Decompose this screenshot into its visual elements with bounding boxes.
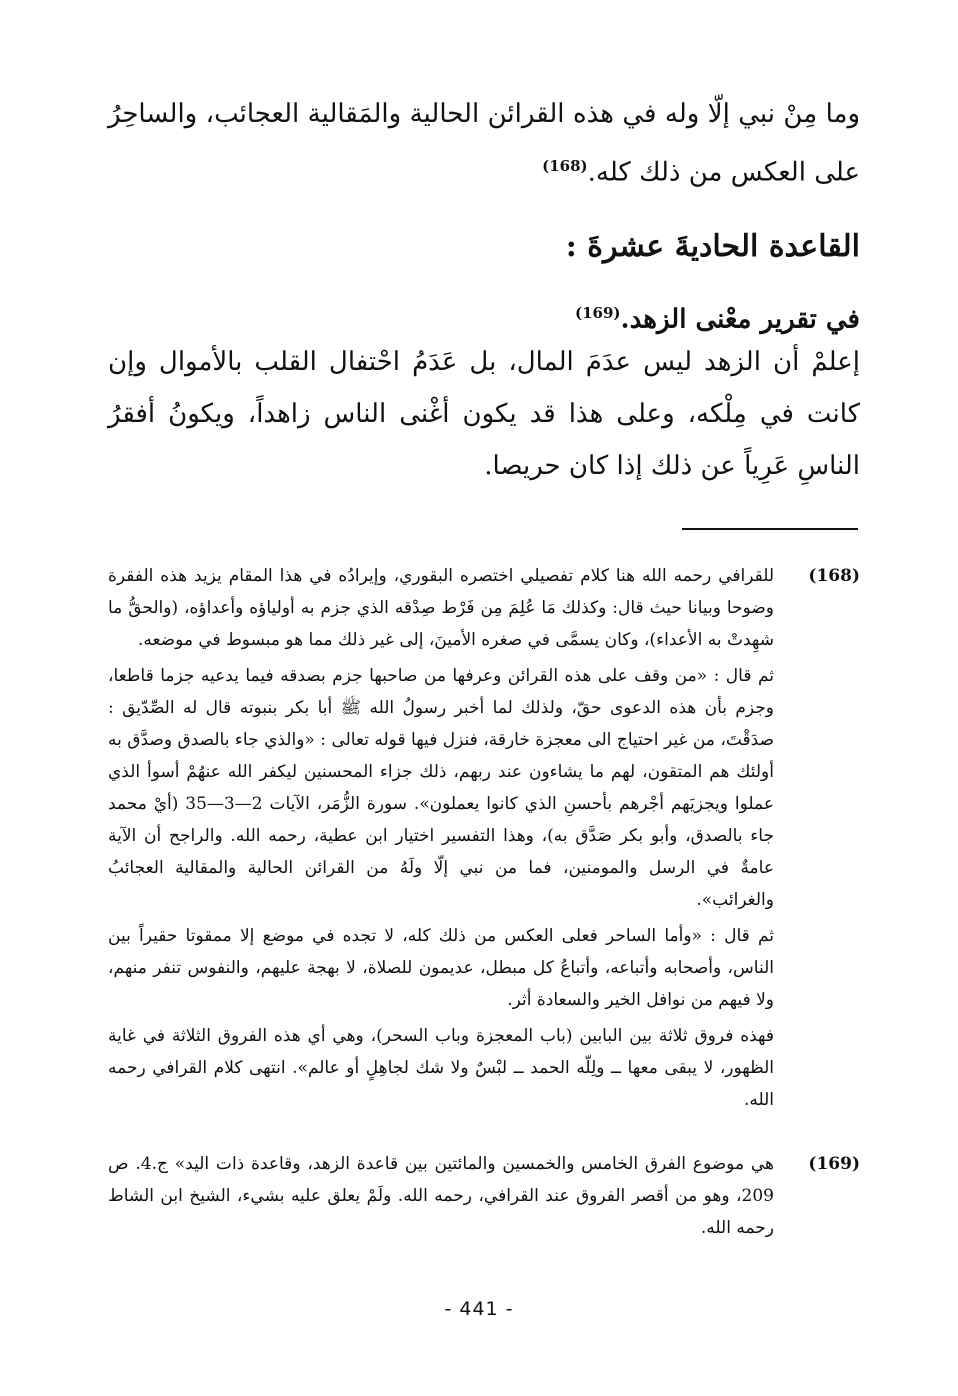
section-heading: القاعدة الحاديةَ عشرةَ : xyxy=(565,229,860,264)
footnote-paragraph: فهذه فروق ثلاثة بين البابين (باب المعجزة وباب السحر)، وهي أي هذه الفروق الثلاثة في غاية الظهور، لا يبقى معها ــ ولِلّه الحمد ــ لبْسٌ ولا شك لجاهِلٍ أو عالم». انتهى كلام القرافي رحمه الله. xyxy=(108,1026,774,1110)
footnote-body xyxy=(108,560,774,1116)
page-number: - 441 - xyxy=(444,1298,514,1320)
intro-paragraph xyxy=(108,88,860,199)
footnote-ref-169[interactable]: (169) xyxy=(575,304,621,322)
section-subheading xyxy=(108,290,860,343)
footnote-paragraph: ثم قال : «وأما الساحر فعلى العكس من ذلك كله، لا تجده في موضع إلا ممقوتا حقيراً بين الناس، وأصحابه وأتباعه، وأتباعُ كل مبطل، عديمون للصلاة، لا بهجة عليهم، والنفوس تنفر منهم، ولا فيهم من نوافل الخير والسعادة أثر. xyxy=(108,926,774,1010)
footnote-separator xyxy=(682,528,858,530)
footnote-paragraph: ثم قال : «من وقف على هذه القرائن وعرفها من صاحبها جزم بصدقه فيما يدعيه جزما قاطعا، وجزم بأن هذه الدعوى حقّ، ولذلك لما أخبر رسولُ الله ﷺ أبا بكر بنبوته قال له الصِّدّيق : صدَقْتَ، من غير احتياج الى معجزة خارقة، فنزل فيها قوله تعالى : «والذي جاء بالصدق وصدَّق به أولئك هم المتقون، لهم ما يشاءون عند ربهم، ذلك جزاء المحسنين ليكفر الله عنهُمْ أسوأ الذي عملوا ويجزيَهم أجْرهم بأحسنِ الذي كانوا يعملون». سورة الزُّمَر، الآيات 2—3—35 (أيْ محمد جاء بالصدق، وأبو بكر صَدَّق به)، وهذا التفسير اختيار ابن عطية، رحمه الله. والراجح أن الآية عامةٌ في الرسل والمومنين، فما من نبي إلّا ولَهُ من القرائن الحالية والمقالية العجائبُ والغرائب». xyxy=(108,666,774,910)
subheading-text: في تقرير معْنى الزهد. xyxy=(620,304,860,335)
zuhd-paragraph: إعلمْ أن الزهد ليس عدَمَ المال، بل عَدَمُ احْتفال القلب بالأموال وإن كانت في مِلْكه، وعلى هذا قد يكون أغْنى الناس زاهداً، ويكونُ أفقرُ الناسِ عَرِياً عن ذلك إذا كان حريصا. xyxy=(108,347,860,481)
footnote-168 xyxy=(108,560,860,1120)
footnote-number: (169) xyxy=(808,1154,860,1174)
footnote-paragraph: للقرافي رحمه الله هنا كلام تفصيلي اختصره البقوري، وإيرادُه في هذا المقام يزيد هذه الفقرة وضوحا وبيانا حيث قال: وكذلك مَا عُلِمَ مِن فَرْط صِدْقه الذي جزم به أولياؤه وأعداؤه، (والحقُّ ما شهِدتْ به الأعداء)، وكان يسمَّى في صغره الأمينَ، إلى غير ذلك مما هو مبسوط في موضعه. xyxy=(108,566,774,650)
intro-paragraph-text: وما مِنْ نبي إلّا وله في هذه القرائن الحالية والمَقالية العجائب، والساحِرُ على العكس من ذلك كله. xyxy=(108,99,860,188)
footnote-number: (168) xyxy=(808,566,860,586)
footnote-body xyxy=(108,1148,774,1244)
footnote-ref-168[interactable]: (168) xyxy=(542,157,588,175)
footnote-paragraph: هي موضوع الفرق الخامس والخمسين والمائتين بين قاعدة الزهد، وقاعدة ذات اليد» ج.4. ص 209، وهو من أقصر الفروق عند القرافي، رحمه الله. ولَمْ يعلق عليه بشيء، الشيخ ابن الشاط رحمه الله. xyxy=(108,1154,774,1238)
footnote-169 xyxy=(108,1148,860,1248)
